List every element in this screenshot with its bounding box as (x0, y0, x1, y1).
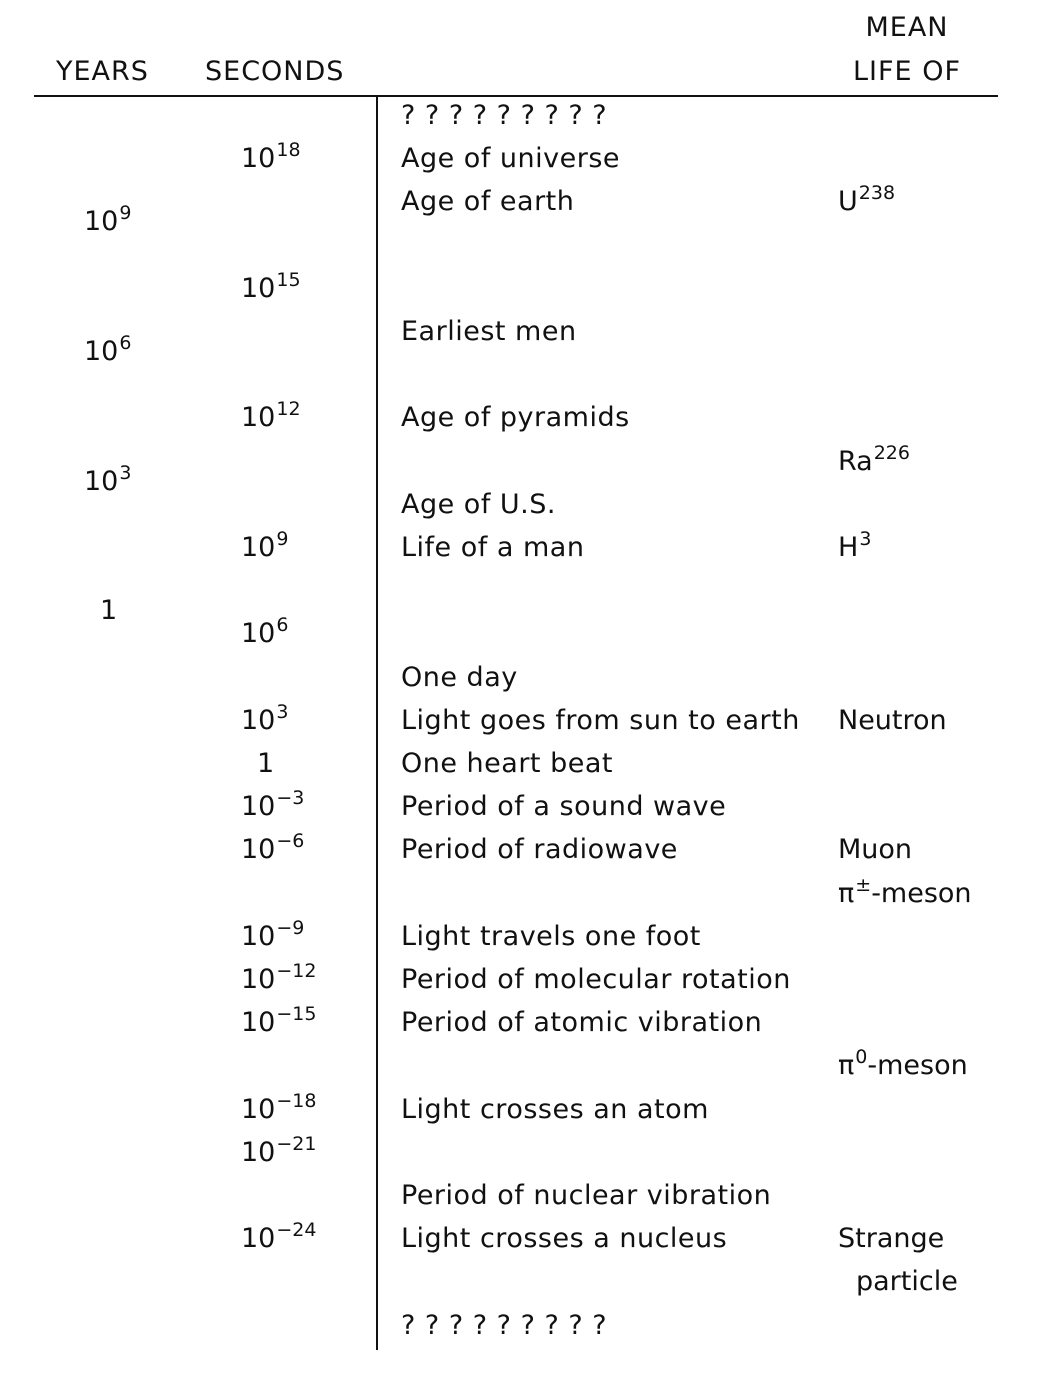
years-exponent: 3 (119, 461, 132, 484)
event-description: Period of molecular rotation (401, 964, 791, 995)
table-row (0, 528, 1042, 576)
event-description: Age of pyramids (401, 402, 630, 434)
table-row (0, 787, 1042, 835)
particle-superscript: 3 (859, 528, 872, 550)
seconds-value (241, 700, 289, 738)
particle-name: Neutron (838, 704, 947, 736)
particle-name: π (838, 877, 855, 909)
mean-life-particle (856, 1267, 958, 1297)
table-row (0, 101, 1042, 144)
table-row (0, 1003, 1042, 1051)
years-base: 10 (84, 336, 119, 367)
particle-name: U (838, 186, 858, 218)
event-description: Earliest men (401, 316, 577, 347)
table-row (0, 316, 1042, 367)
table-row (0, 1089, 1042, 1138)
seconds-base: 10 (241, 532, 276, 563)
particle-name: π (838, 1050, 855, 1082)
seconds-value (241, 398, 301, 435)
event-description: Period of nuclear vibration (401, 1180, 772, 1211)
seconds-exponent: −3 (276, 787, 305, 810)
seconds-value (241, 1219, 317, 1256)
event-description: Period of radiowave (401, 834, 678, 866)
seconds-value (241, 1089, 317, 1127)
seconds-value (241, 268, 301, 306)
event-description: Period of atomic vibration (401, 1007, 763, 1039)
table-row (0, 1046, 1042, 1094)
seconds-base: 10 (241, 143, 276, 175)
event-description: Period of a sound wave (401, 791, 727, 823)
mean-life-particle (838, 1046, 968, 1083)
seconds-value (241, 1132, 317, 1170)
table-row (0, 1219, 1042, 1267)
table-row (0, 614, 1042, 662)
mean-life-particle (838, 706, 947, 736)
seconds-exponent: −12 (276, 960, 317, 982)
table-row (0, 916, 1042, 965)
table-row (0, 576, 1042, 627)
seconds-exponent: 3 (276, 700, 289, 723)
event-description: ? ? ? ? ? ? ? ? ? (401, 1309, 608, 1341)
seconds-base: 10 (241, 402, 276, 434)
table-row (0, 663, 1042, 706)
seconds-base: 10 (241, 704, 276, 736)
years-exponent: 9 (119, 202, 132, 225)
seconds-base: 10 (241, 1007, 276, 1039)
mean-life-particle (838, 873, 972, 911)
seconds-exponent: −24 (276, 1219, 317, 1242)
table-row (0, 700, 1042, 749)
particle-superscript: 238 (858, 182, 896, 205)
seconds-value (241, 139, 301, 176)
seconds-value (241, 830, 305, 867)
seconds-value (241, 916, 305, 954)
seconds-value (241, 614, 289, 651)
event-description: Life of a man (401, 532, 585, 563)
table-row (0, 873, 1042, 922)
seconds-base: 1 (257, 748, 275, 779)
particle-name: Muon (838, 834, 913, 866)
mean-life-particle (838, 441, 910, 479)
seconds-base: 10 (241, 791, 276, 823)
seconds-base: 10 (241, 834, 276, 866)
table-row (0, 960, 1042, 1008)
event-description: ? ? ? ? ? ? ? ? ? (401, 100, 608, 131)
event-description: Age of universe (401, 143, 621, 175)
header-mean: MEAN (865, 12, 949, 43)
mean-life-particle (838, 835, 912, 865)
seconds-base: 10 (241, 618, 276, 650)
seconds-base: 10 (241, 1223, 276, 1255)
seconds-exponent: 6 (276, 614, 289, 637)
seconds-base: 10 (241, 1136, 276, 1168)
seconds-value (257, 749, 274, 779)
table-row (0, 441, 1042, 497)
particle-suffix: -meson (871, 877, 972, 909)
seconds-exponent: 12 (276, 398, 301, 421)
event-description: One heart beat (401, 748, 613, 779)
particle-name: particle (856, 1266, 958, 1298)
seconds-exponent: −9 (276, 916, 305, 939)
table-row (0, 268, 1042, 317)
event-description: Light travels one foot (401, 920, 701, 952)
seconds-base: 10 (241, 272, 276, 304)
table-row (0, 1311, 1042, 1354)
table-row (0, 398, 1042, 446)
table-row (0, 182, 1042, 238)
seconds-base: 10 (241, 920, 276, 952)
table-row (0, 490, 1042, 533)
particle-superscript: ± (855, 873, 872, 896)
seconds-value (241, 960, 317, 997)
header-rule (34, 95, 998, 97)
event-description: Age of earth (401, 186, 575, 218)
seconds-base: 10 (241, 964, 276, 995)
particle-suffix: -meson (867, 1050, 968, 1082)
table-row (0, 231, 1042, 274)
mean-life-particle (838, 528, 872, 565)
years-exponent: 6 (119, 332, 132, 354)
header-life-of: LIFE OF (853, 56, 961, 87)
particle-name: Ra (838, 445, 873, 477)
table-row (0, 749, 1042, 792)
event-description: Age of U.S. (401, 488, 556, 520)
years-base: 1 (100, 595, 118, 627)
years-base: 10 (84, 206, 119, 238)
table-row (0, 1181, 1042, 1224)
seconds-exponent: −18 (276, 1089, 317, 1112)
header-years: YEARS (56, 56, 149, 87)
seconds-exponent: −21 (276, 1132, 317, 1155)
event-description: Light goes from sun to earth (401, 704, 800, 736)
event-description: Light crosses a nucleus (401, 1223, 728, 1255)
table-row (0, 1267, 1042, 1310)
seconds-exponent: 15 (276, 268, 301, 291)
particle-superscript: 226 (873, 441, 910, 464)
seconds-value (241, 528, 289, 565)
seconds-exponent: −6 (276, 830, 305, 853)
table-row (0, 360, 1042, 403)
years-base: 10 (84, 465, 119, 497)
table-row (0, 830, 1042, 878)
mean-life-particle (838, 1224, 944, 1254)
seconds-base: 10 (241, 1093, 276, 1125)
header-seconds: SECONDS (205, 56, 345, 87)
event-description: Light crosses an atom (401, 1093, 709, 1125)
seconds-value (241, 1003, 317, 1040)
particle-name: Strange (838, 1223, 945, 1255)
mean-life-particle (838, 182, 896, 219)
particle-superscript: 0 (855, 1046, 868, 1069)
table-row (0, 139, 1042, 187)
seconds-exponent: 18 (276, 139, 301, 162)
particle-name: H (838, 532, 859, 563)
seconds-value (241, 787, 305, 824)
seconds-exponent: 9 (276, 528, 289, 550)
table-row (0, 1132, 1042, 1181)
event-description: One day (401, 661, 518, 693)
seconds-exponent: −15 (276, 1003, 317, 1026)
